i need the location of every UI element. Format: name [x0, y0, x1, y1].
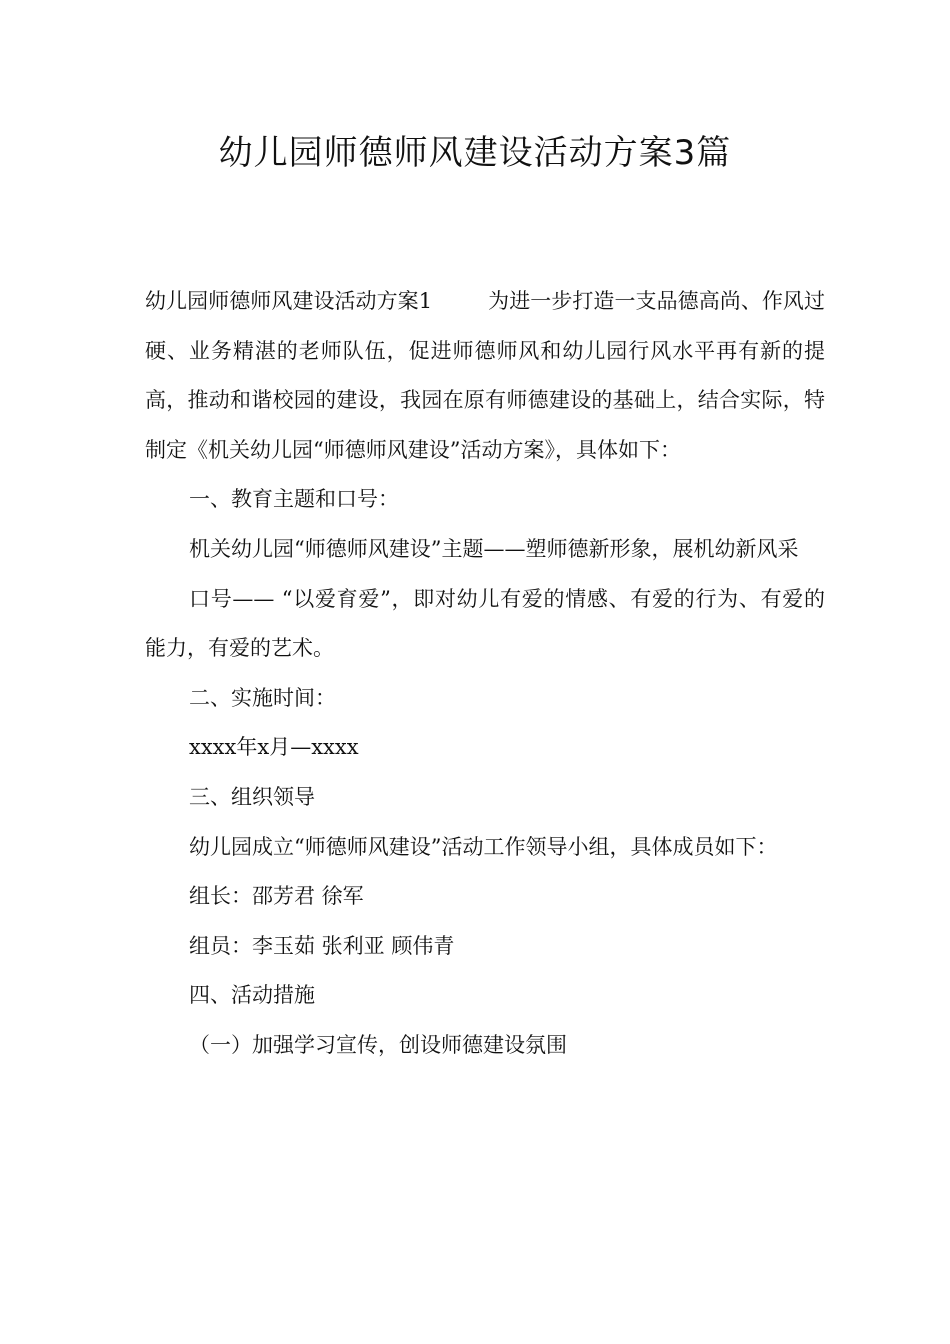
intro-paragraph: [145, 277, 825, 475]
paragraph-leaders: 组长：邵芳君 徐军: [189, 884, 364, 909]
section-heading-time: 二、实施时间：: [189, 685, 336, 710]
section-heading-organization: 三、组织领导: [189, 784, 315, 809]
paragraph-slogan: 口号—— “以爱育爱”，即对幼儿有爱的情感、有爱的行为、有爱的能力，有爱的艺术。: [145, 586, 825, 661]
paragraph-members: 组员：李玉茹 张利亚 顾伟青: [189, 933, 455, 958]
subsection-heading-publicity: （一）加强学习宣传，创设师德建设氛围: [189, 1032, 567, 1057]
intro-text: 为进一步打造一支品德高尚、作风过硬、业务精湛的老师队伍，促进师德师风和幼儿园行风水平再有新的提高，推动和谐校园的建设，我园在原有师德建设的基础上，结合实际，特制定《机关幼儿园“师德师风建设”活动方案》，具体如下：: [145, 289, 825, 462]
paragraph-theme: 机关幼儿园“师德师风建设”主题——塑师德新形象，展机幼新风采: [189, 536, 799, 561]
paragraph-organization: 幼儿园成立“师德师风建设”活动工作领导小组，具体成员如下：: [189, 834, 778, 859]
section-heading-measures: 四、活动措施: [189, 983, 315, 1008]
section-heading-theme: 一、教育主题和口号：: [189, 487, 399, 512]
intro-heading: 幼儿园师德师风建设活动方案1: [145, 289, 433, 313]
document-title: 幼儿园师德师风建设活动方案3篇: [218, 133, 732, 173]
paragraph-time: xxxx年x月—xxxx: [189, 735, 359, 760]
document-body: [145, 277, 825, 1071]
